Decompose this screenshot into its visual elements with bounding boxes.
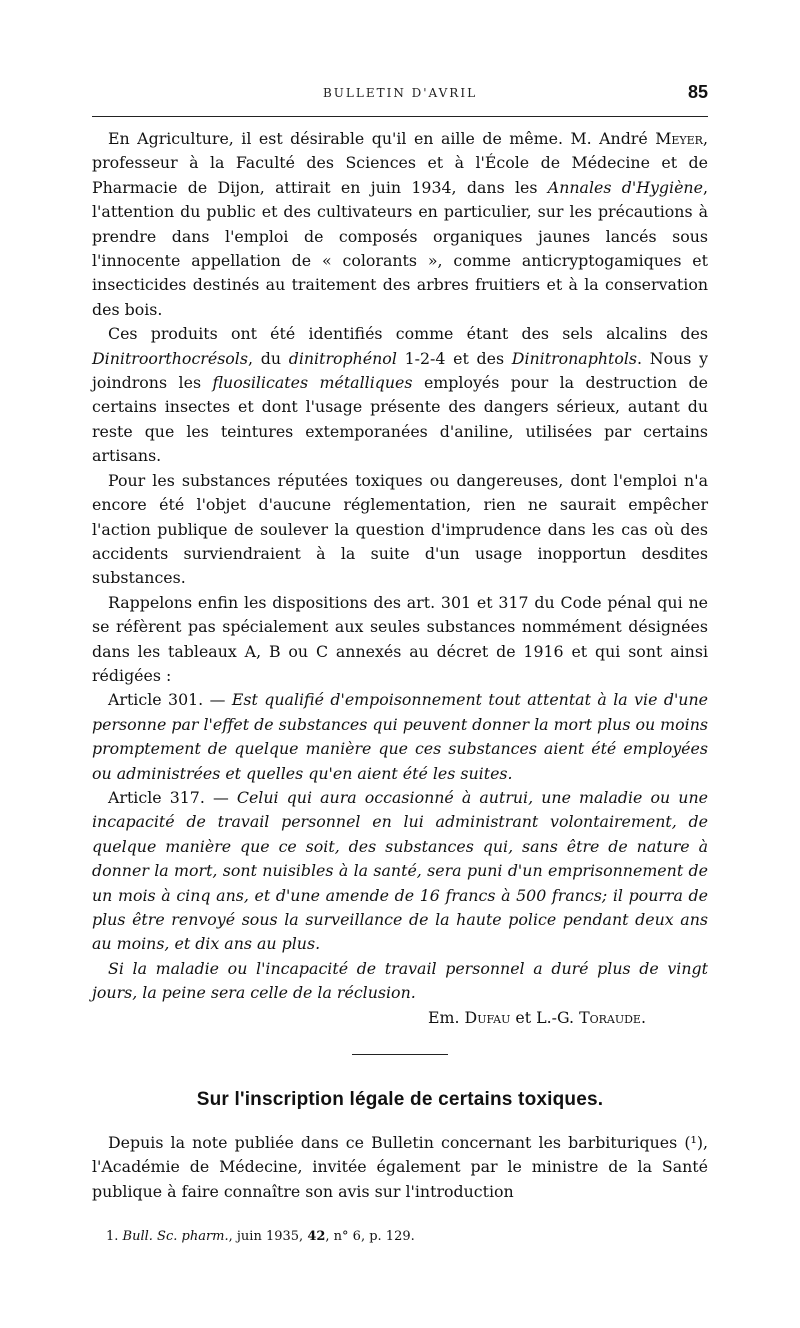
running-title: BULLETIN D'AVRIL: [322, 86, 478, 100]
author-name-meyer: Meyer: [655, 129, 703, 148]
paragraph-barbituriques: Depuis la note publiée dans ce Bulletin concernant les barbituriques (¹), l'Académie de Médecine, invitée également par le ministre de la Santé publique à faire connaître son avis sur l'introduction: [92, 1133, 708, 1201]
article-317: [92, 786, 708, 957]
article-301-text: Est qualifié d'empoisonnement tout attentat à la vie d'une personne par l'effet de substances qui peuvent donner la mort plus ou moins promptement de quelque manière que ces substances aient été employées ou administrées et quelles qu'en aient été les suites.: [92, 690, 708, 783]
footnote: 1. Bull. Sc. pharm., juin 1935, 42, n° 6, p. 129.: [106, 1229, 415, 1245]
page: [92, 82, 708, 1246]
journal-title-annales: Annales d'Hygiène: [547, 177, 703, 197]
paragraph-produits: Ces produits ont été identifiés comme étant des sels alcalins des Dinitroorthocrésols, du dinitrophénol 1-2-4 et des Dinitronaphtols. Nous y joindrons les fluosilicates métalliques employés pour la destruction de certains insectes et dont l'usage présente des dangers sérieux, autant du reste que les teintures extemporanées d'aniline, utilisées par certains artisans.: [92, 324, 708, 466]
paragraph-agriculture: En Agriculture, il est désirable qu'il en aille de même. M. André Meyer, professeur à la Faculté des Sciences et à l'École de Médecine et de Pharmacie de Dijon, attirait en juin 1934, dans les Annales d'Hygiène, l'attention du public et des cultivateurs en particulier, sur les précautions à prendre dans l'emploi de composés organiques jaunes lancés sous l'innocente appellation de « colorants », comme anticryptogamiques et insecticides destinés au traitement des arbres fruitiers et à la conservation des bois.: [92, 129, 708, 319]
article-317-continuation: Si la maladie ou l'incapacité de travail personnel a duré plus de vingt jours, la peine sera celle de la réclusion.: [92, 958, 708, 1003]
page-number: 85: [687, 82, 708, 102]
article-301: [92, 688, 708, 786]
paragraph-code-penal: Rappelons enfin les dispositions des art. 301 et 317 du Code pénal qui ne se réfèrent pas spécialement aux seules substances nommément désignées dans les tableaux A, B ou C annexés au décret de 1916 et qui sont ainsi rédigées :: [92, 592, 708, 685]
article-301-label: Article 301. —: [108, 690, 232, 710]
running-head: [92, 82, 708, 110]
section-divider: [352, 1054, 448, 1055]
signature: Em. Dufau et L.-G. Toraude.: [427, 1007, 646, 1027]
article-317-label: Article 317. —: [108, 787, 237, 807]
header-rule: [92, 116, 708, 117]
paragraph-substances-toxiques: Pour les substances réputées toxiques ou dangereuses, dont l'emploi n'a encore été l'objet d'aucune réglementation, rien ne saurait empêcher l'action publique de soulever la question d'imprudence dans les cas où des accidents surviendraient à la suite d'un usage inopportun desdites substances.: [92, 470, 708, 588]
article-317-text: Celui qui aura occasionné à autrui, une maladie ou une incapacité de travail personnel en lui administrant volontairement, de quelque manière que ce soit, des substances qui, sans être de nature à donner la mort, sont nuisibles à la santé, sera puni d'un emprisonnement de un mois à cinq ans, et d'une amende de 16 francs à 500 francs; il pourra de plus être renvoyé sous la surveillance de la haute police pendant deux ans au moins, et dix ans au plus.: [92, 787, 708, 954]
section-title: Sur l'inscription légale de certains toxiques.: [196, 1089, 604, 1111]
